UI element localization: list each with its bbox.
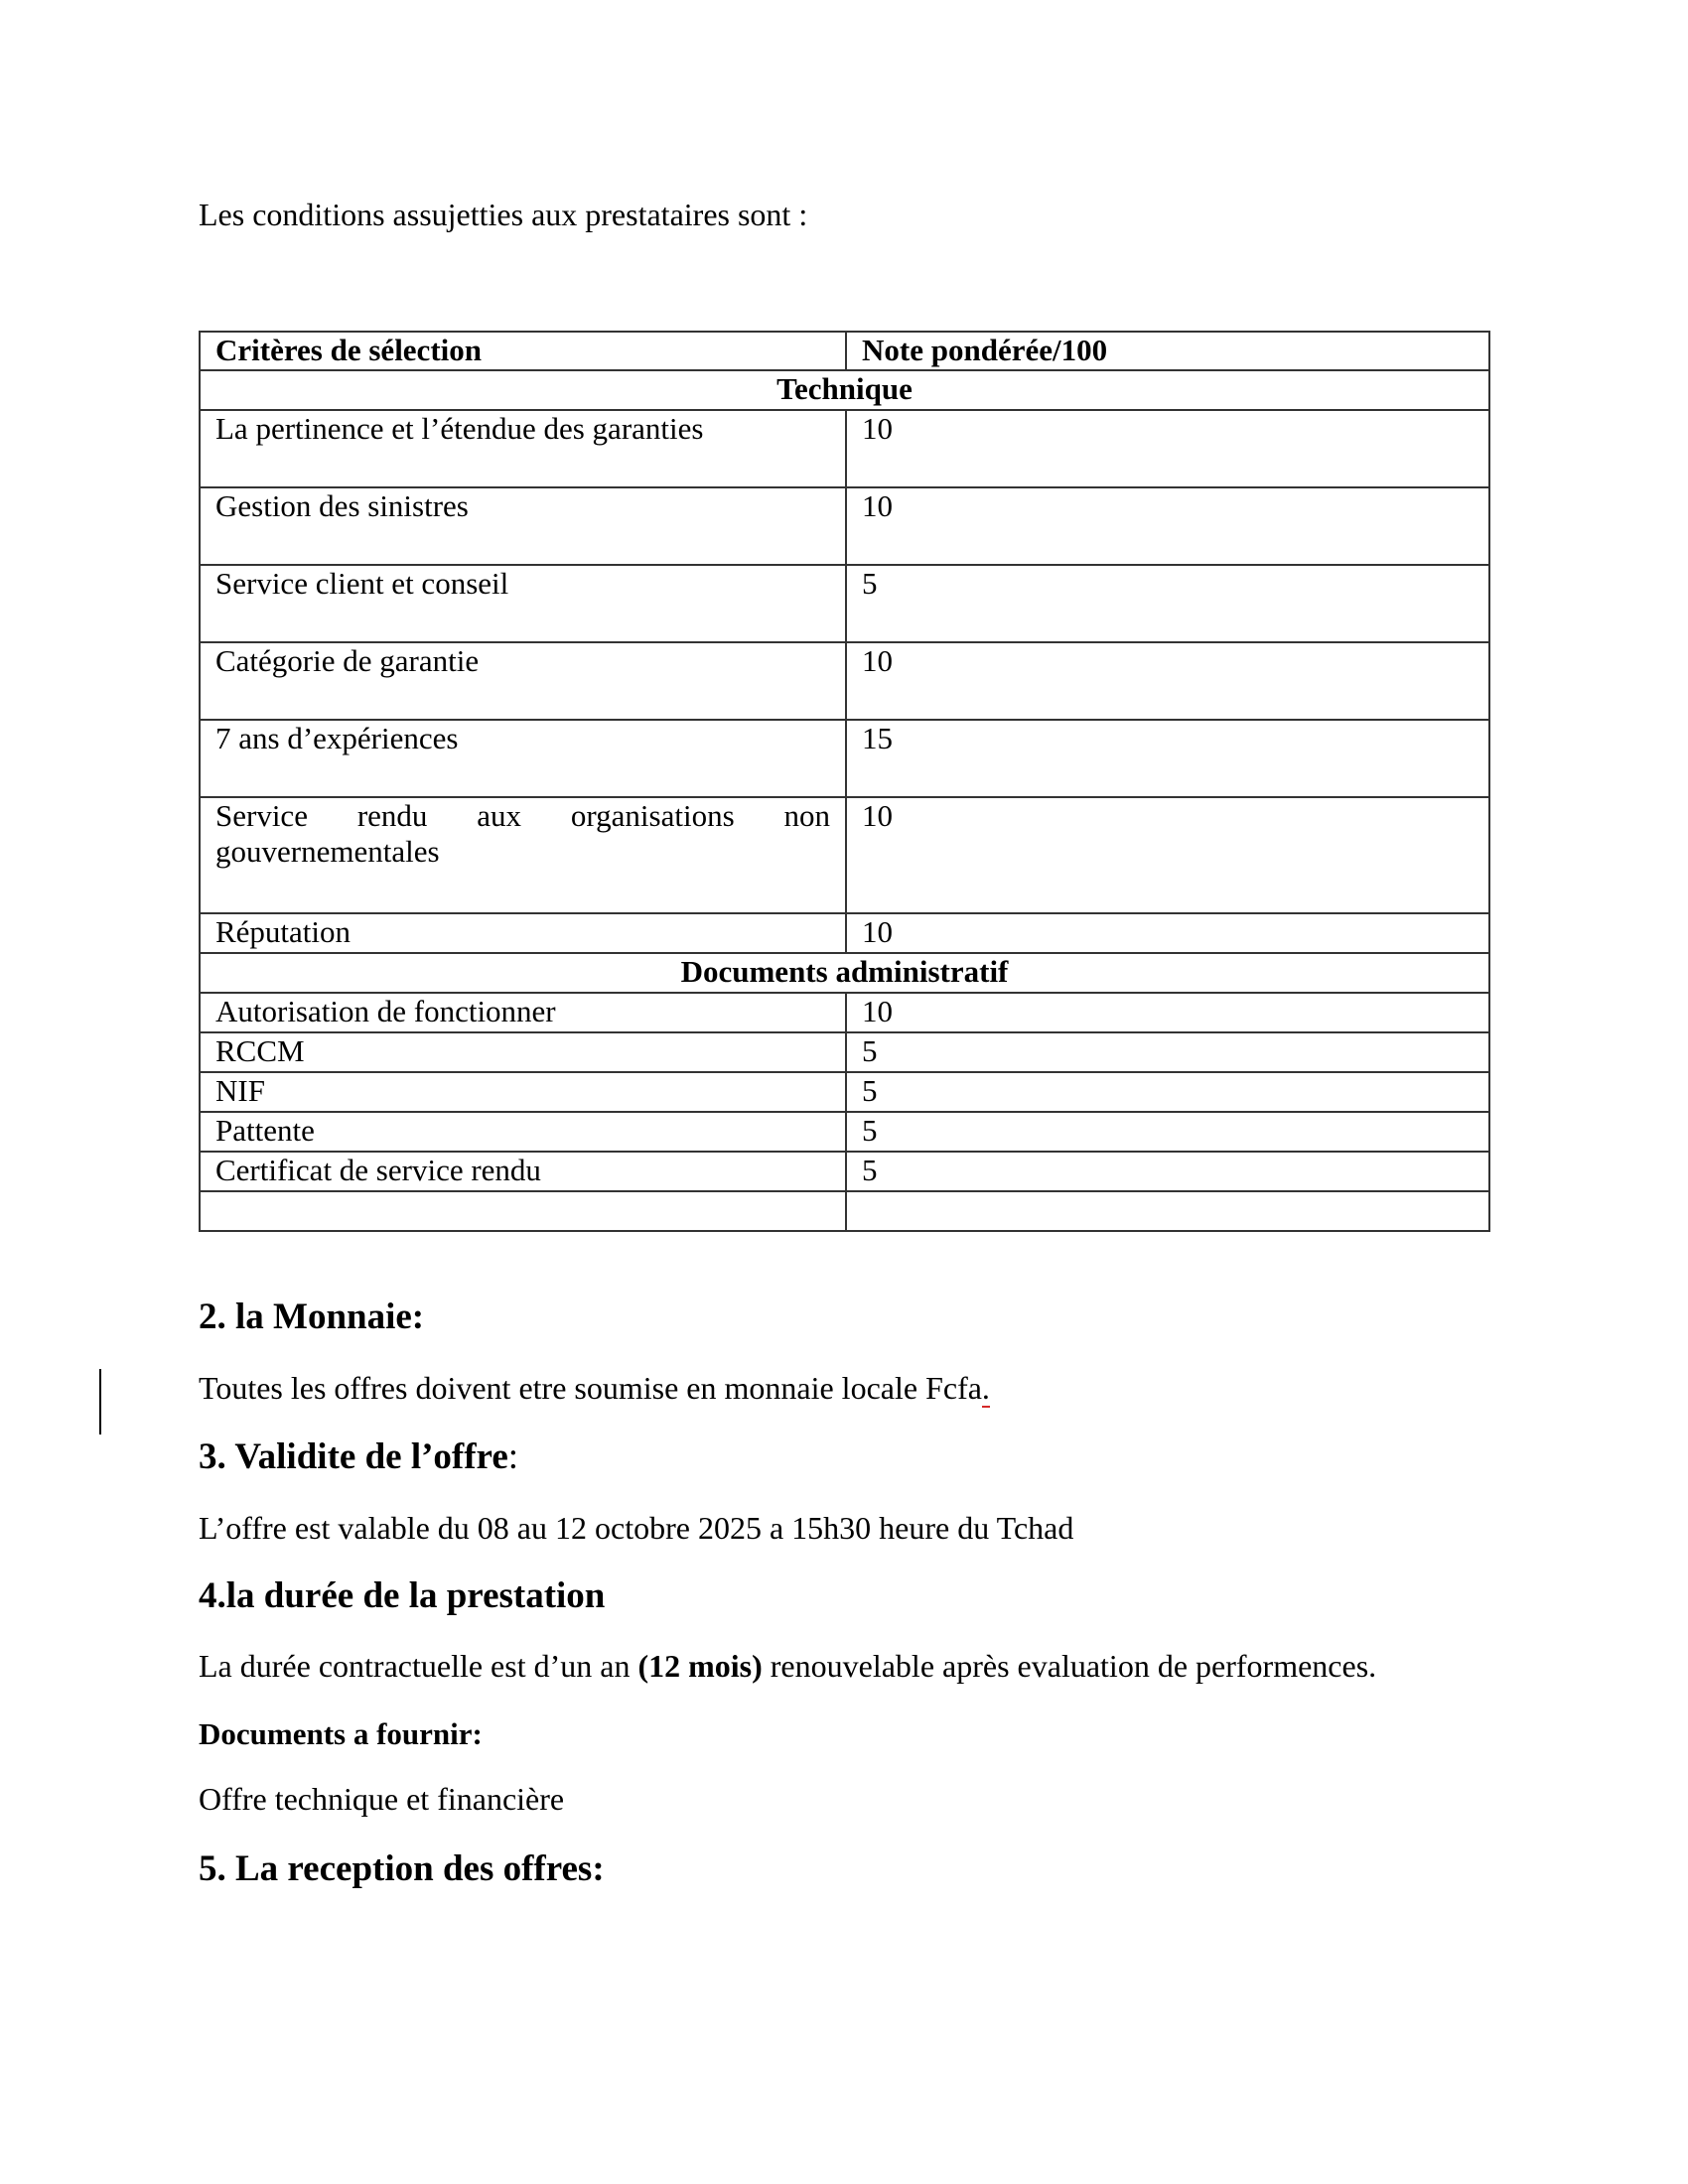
table-row xyxy=(200,487,1489,565)
criterion-cell: Service client et conseil xyxy=(200,565,846,642)
criterion-cell: Réputation xyxy=(200,913,846,953)
heading-documents-a-fournir: Documents a fournir: xyxy=(199,1716,483,1751)
intro-text: Les conditions assujetties aux prestataires sont : xyxy=(199,197,808,232)
heading-reception: 5. La reception des offres: xyxy=(199,1848,605,1889)
score-cell: 10 xyxy=(846,487,1489,565)
selection-criteria-table xyxy=(199,331,1490,1232)
section-row-technique xyxy=(200,370,1489,410)
score-cell: 5 xyxy=(846,565,1489,642)
score-cell xyxy=(846,1191,1489,1231)
table-row xyxy=(200,1032,1489,1072)
score-cell: 5 xyxy=(846,1072,1489,1112)
criterion-cell xyxy=(200,1191,846,1231)
table-row xyxy=(200,913,1489,953)
table-row xyxy=(200,797,1489,913)
monnaie-text: Toutes les offres doivent etre soumise en monnaie locale Fcfa xyxy=(199,1370,982,1406)
table-header-row xyxy=(200,332,1489,370)
criterion-cell: NIF xyxy=(200,1072,846,1112)
heading-validite-text: 3. Validite de l’offre xyxy=(199,1436,508,1477)
validite-text: L’offre est valable du 08 au 12 octobre 2025 a 15h30 heure du Tchad xyxy=(199,1510,1074,1546)
table-row xyxy=(200,1112,1489,1152)
table-row xyxy=(200,1072,1489,1112)
criterion-cell: La pertinence et l’étendue des garanties xyxy=(200,410,846,487)
header-score: Note pondérée/100 xyxy=(846,332,1489,370)
criterion-cell: Gestion des sinistres xyxy=(200,487,846,565)
duree-text-bold: (12 mois) xyxy=(637,1648,763,1684)
duree-text-before: La durée contractuelle est d’un an xyxy=(199,1648,638,1684)
score-cell: 15 xyxy=(846,720,1489,797)
score-cell: 10 xyxy=(846,913,1489,953)
criterion-cell: 7 ans d’expériences xyxy=(200,720,846,797)
text-cursor-bar xyxy=(99,1369,101,1434)
criterion-cell: Pattente xyxy=(200,1112,846,1152)
monnaie-paragraph[interactable] xyxy=(199,1370,990,1406)
duree-paragraph xyxy=(199,1648,1376,1684)
criterion-cell xyxy=(200,797,846,913)
score-cell: 10 xyxy=(846,797,1489,913)
score-cell: 5 xyxy=(846,1032,1489,1072)
criterion-cell: Catégorie de garantie xyxy=(200,642,846,720)
spellcheck-flag[interactable]: . xyxy=(981,1370,990,1406)
table-row xyxy=(200,993,1489,1032)
section-title: Technique xyxy=(200,370,1489,410)
documents-text: Offre technique et financière xyxy=(199,1781,565,1817)
header-criteria: Critères de sélection xyxy=(200,332,846,370)
table-row xyxy=(200,410,1489,487)
score-cell: 10 xyxy=(846,410,1489,487)
score-cell: 10 xyxy=(846,642,1489,720)
criterion-line-1: Service rendu aux organisations non xyxy=(215,798,830,833)
duree-text-after: renouvelable après evaluation de performences. xyxy=(762,1648,1377,1684)
table-row xyxy=(200,1152,1489,1191)
heading-duree: 4.la durée de la prestation xyxy=(199,1575,606,1616)
heading-monnaie: 2. la Monnaie: xyxy=(199,1297,425,1337)
section-title: Documents administratif xyxy=(200,953,1489,993)
criterion-line-2: gouvernementales xyxy=(215,834,440,869)
heading-validite xyxy=(199,1436,518,1478)
table-row xyxy=(200,642,1489,720)
table-row xyxy=(200,720,1489,797)
criterion-cell: RCCM xyxy=(200,1032,846,1072)
heading-validite-colon: : xyxy=(507,1436,519,1477)
table-row xyxy=(200,565,1489,642)
criterion-cell: Certificat de service rendu xyxy=(200,1152,846,1191)
score-cell: 10 xyxy=(846,993,1489,1032)
section-row-documents-administratif xyxy=(200,953,1489,993)
table-row-empty xyxy=(200,1191,1489,1231)
score-cell: 5 xyxy=(846,1152,1489,1191)
score-cell: 5 xyxy=(846,1112,1489,1152)
criterion-cell: Autorisation de fonctionner xyxy=(200,993,846,1032)
